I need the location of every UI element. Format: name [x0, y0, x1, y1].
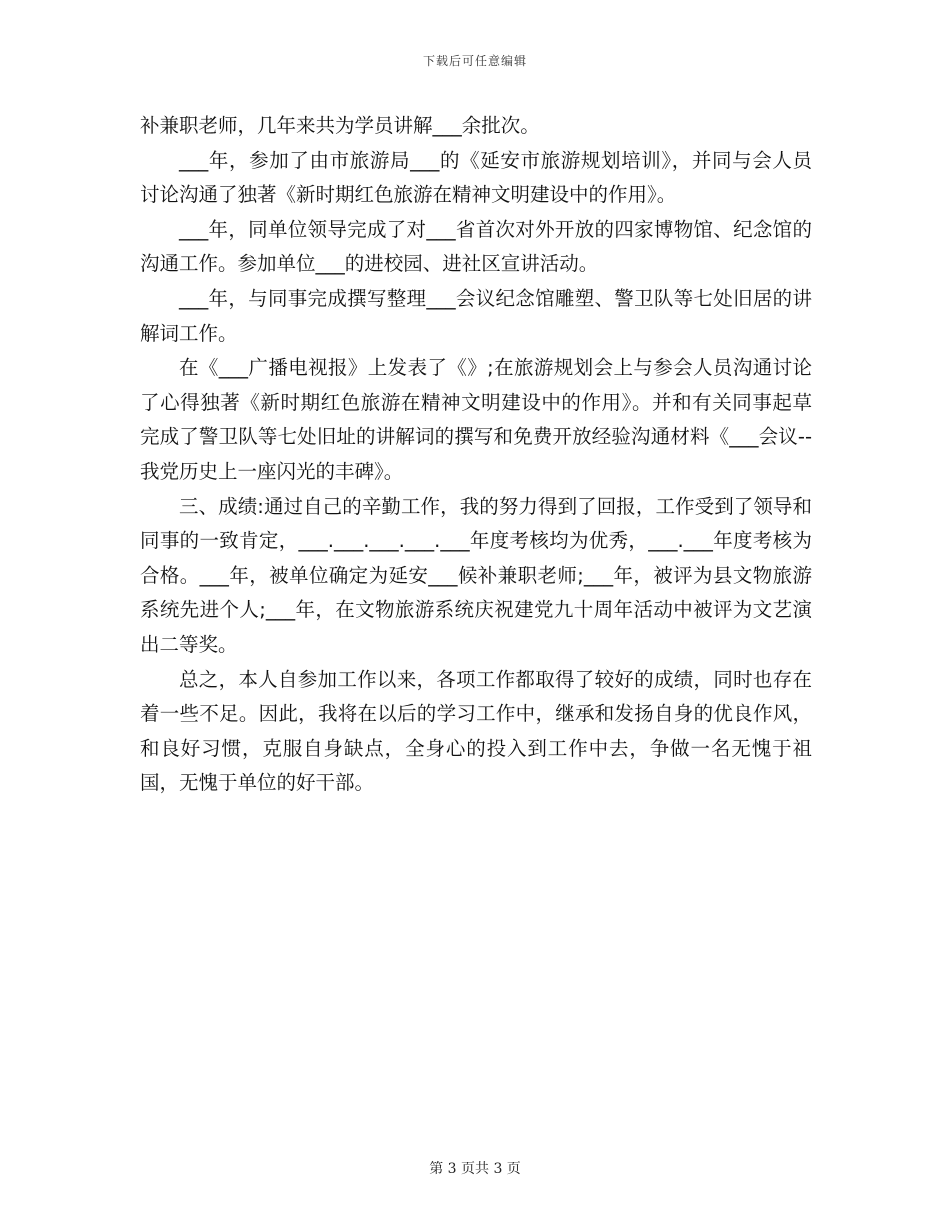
page-header: 下载后可任意编辑 — [422, 54, 527, 68]
paragraph-achievements: 三、成绩:通过自己的辛勤工作，我的努力得到了回报，工作受到了领导和同事的一致肯定，___.___.___.___.___年度考核均为优秀，___.___年度考核为合格。___年，被单位确定为延安___候补兼职老师;___年，被评为县文物旅游系统先进个人;___年，在文物旅游系统庆祝建党九十周年活动中被评为文艺演出二等奖。 — [140, 494, 812, 656]
page-footer: 第 3 页共 3 页 — [429, 1161, 521, 1177]
paragraph-tourism-training: ___年，参加了由市旅游局___的《延安市旅游规划培训》，并同与会人员讨论沟通了独著《新时期红色旅游在精神文明建设中的作用》。 — [140, 148, 812, 207]
paragraph-publications: 在《___广播电视报》上发表了《》;在旅游规划会上与参会人员沟通讨论了心得独著《新时期红色旅游在精神文明建设中的作用》。并和有关同事起草完成了警卫队等七处旧址的讲解词的撰写和免费开放经验沟通材料《___会议--我党历史上一座闪光的丰碑》。 — [140, 356, 812, 483]
document-body — [140, 109, 812, 801]
paragraph-conclusion: 总之，本人自参加工作以来，各项工作都取得了较好的成绩，同时也存在着一些不足。因此，我将在以后的学习工作中，继承和发扬自身的优良作风，和良好习惯，克服自身缺点，全身心的投入到工作中去，争做一名无愧于祖国，无愧于单位的好干部。 — [140, 667, 812, 795]
paragraph-museum-communication: ___年，同单位领导完成了对___省首次对外开放的四家博物馆、纪念馆的沟通工作。参加单位___的进校园、进社区宣讲活动。 — [140, 217, 812, 276]
paragraph-commentary-writing: ___年，与同事完成撰写整理___会议纪念馆雕塑、警卫队等七处旧居的讲解词工作。 — [140, 286, 812, 345]
paragraph-continuation: 补兼职老师，几年来共为学员讲解___余批次。 — [140, 114, 540, 137]
